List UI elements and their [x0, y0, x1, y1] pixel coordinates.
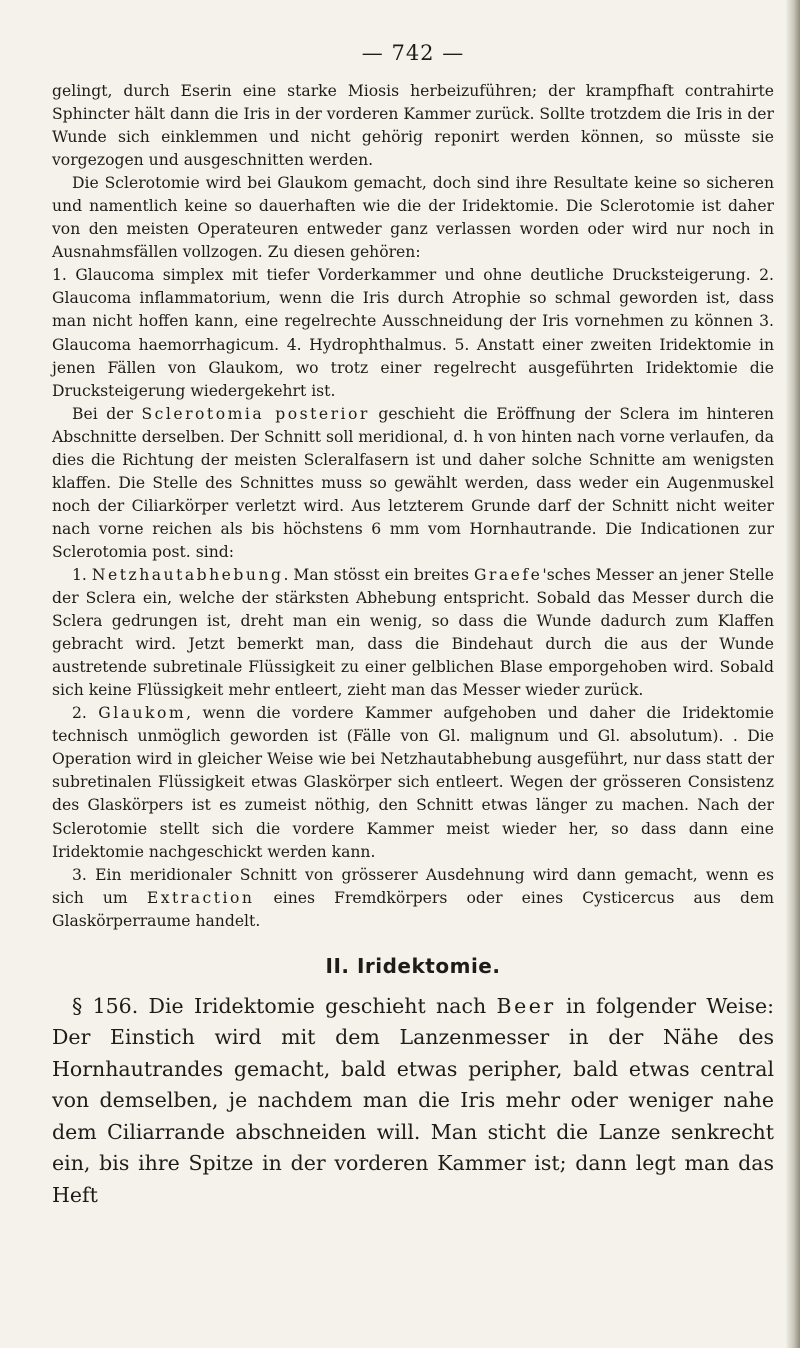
- text-run: . Man stösst ein breites: [283, 565, 474, 584]
- section-body: [52, 991, 774, 1212]
- section-heading: II. Iridektomie.: [325, 953, 501, 978]
- paragraph-netzhautabhebung: [52, 564, 774, 702]
- text-run: eines Fremdkörpers oder eines Cysticercus aus dem Glaskörperraume handelt.: [52, 888, 774, 930]
- paragraph-extraction: [52, 864, 774, 933]
- text-run: geschieht die Eröffnung der Sclera im hinteren Abschnitte derselben. Der Schnitt soll meridional, d. h von hinten nach vorne verlaufen, da dies die Richtung der meisten Scleralfasern ist und daher solche Schnitte am wenigsten klaffen. Die Stelle des Schnittes muss so gewählt werden, dass weder ein Augenmuskel noch der Ciliarkörper verletzt wird. Aus letzterem Grunde darf der Schnitt nicht weiter nach vorne reichen als bis höchstens 6 mm vom Hornhautrande. Die Indicationen zur Sclerotomia post. sind:: [52, 404, 774, 561]
- text-run: 1.: [72, 565, 92, 584]
- paragraph-glaukom: [52, 702, 774, 863]
- spaced-name: Beer: [496, 993, 556, 1018]
- spaced-term: Glaukom: [98, 704, 187, 723]
- text-run: , wenn die vordere Kammer aufgehoben und daher die Iridektomie technisch unmöglich geworden ist (Fälle von Gl. malignum und Gl. absolutum). . Die Operation wird in gleicher Weise wie bei Netzhautabhebung ausgeführt, nur dass statt der subretinalen Flüssigkeit etwas Glaskörper sich entleert. Wegen der grösseren Consistenz des Glaskörpers ist es zumeist nöthig, den Schnitt etwas länger zu machen. Nach der Sclerotomie stellt sich die vordere Kammer meist wieder her, so dass dann eine Iridektomie nachgeschickt werden kann.: [52, 704, 774, 861]
- spaced-name: Graefe: [473, 565, 543, 584]
- paragraph-continuation: gelingt, durch Eserin eine starke Miosis herbeizuführen; der krampfhaft contrahirte Sphincter hält dann die Iris in der vorderen Kammer zurück. Sollte trotzdem die Iris in der Wunde sich einklemmen und nicht gehörig reponirt werden können, so müsste sie vorgezogen und ausgeschnitten werden.: [52, 82, 774, 170]
- text-run: § 156. Die Iridektomie geschieht nach: [72, 993, 497, 1018]
- text-run: 'sches Messer an jener Stelle der Sclera ein, welche der stärksten Abhebung entspricht. Sobald das Messer durch die Sclera gedrungen ist, dreht man ein wenig, so dass die Wunde dadurch zum Klaffen gebracht wird. Jetzt bemerkt man, dass die Bindehaut durch die aus der Wunde austretende subretinale Flüssigkeit zu einer gelblichen Blase emporgehoben wird. Sobald sich keine Flüssigkeit mehr entleert, zieht man das Messer wieder zurück.: [52, 565, 775, 700]
- spaced-term: Sclerotomia posterior: [141, 404, 370, 423]
- page-edge-shadow: [786, 0, 800, 1348]
- page-content: [52, 40, 774, 1211]
- text-run: in folgender Weise: Der Einstich wird mit dem Lanzenmesser in der Nähe des Hornhautrandes gemacht, bald etwas peripher, bald etwas central von demselben, je nachdem man die Iris mehr oder weniger nahe dem Ciliarrande abschneiden will. Man sticht die Lanze senkrecht ein, bis ihre Spitze in der vorderen Kammer ist; dann legt man das Heft: [52, 993, 775, 1207]
- text-run: 3. Ein meridionaler Schnitt von grösserer Ausdehnung wird dann gemacht, wenn es sich um: [52, 865, 774, 907]
- body-text: [52, 80, 774, 933]
- page-number: — 742 —: [361, 41, 465, 65]
- text-run: 2.: [72, 704, 99, 723]
- paragraph-indications-list: 1. Glaucoma simplex mit tiefer Vorderkammer und ohne deutliche Drucksteigerung. 2. Glaucoma inflammatorium, wenn die Iris durch Atrophie so schmal geworden ist, dass man nicht hoffen kann, eine regelrechte Ausschneidung der Iris vornehmen zu können 3. Glaucoma haemorrhagicum. 4. Hydrophthalmus. 5. Anstatt einer zweiten Iridektomie in jenen Fällen von Glaukom, wo trotz einer regelrecht ausgeführten Iridektomie die Drucksteigerung wiedergekehrt ist.: [52, 266, 774, 400]
- paragraph-sclerotomie: Die Sclerotomie wird bei Glaukom gemacht, doch sind ihre Resultate keine so sicheren und namentlich keine so dauerhaften wie die der Iridektomie. Die Sclerotomie ist daher von den meisten Operateuren entweder ganz verlassen worden oder wird nur noch in Ausnahmsfällen vollzogen. Zu diesen gehören:: [52, 174, 774, 262]
- spaced-term: Netzhautabhebung: [91, 565, 284, 584]
- paragraph-sclerotomia-posterior: [52, 403, 774, 564]
- paragraph-iridektomie: [52, 991, 774, 1212]
- spaced-term: Extraction: [146, 888, 255, 907]
- text-run: Bei der: [72, 404, 142, 423]
